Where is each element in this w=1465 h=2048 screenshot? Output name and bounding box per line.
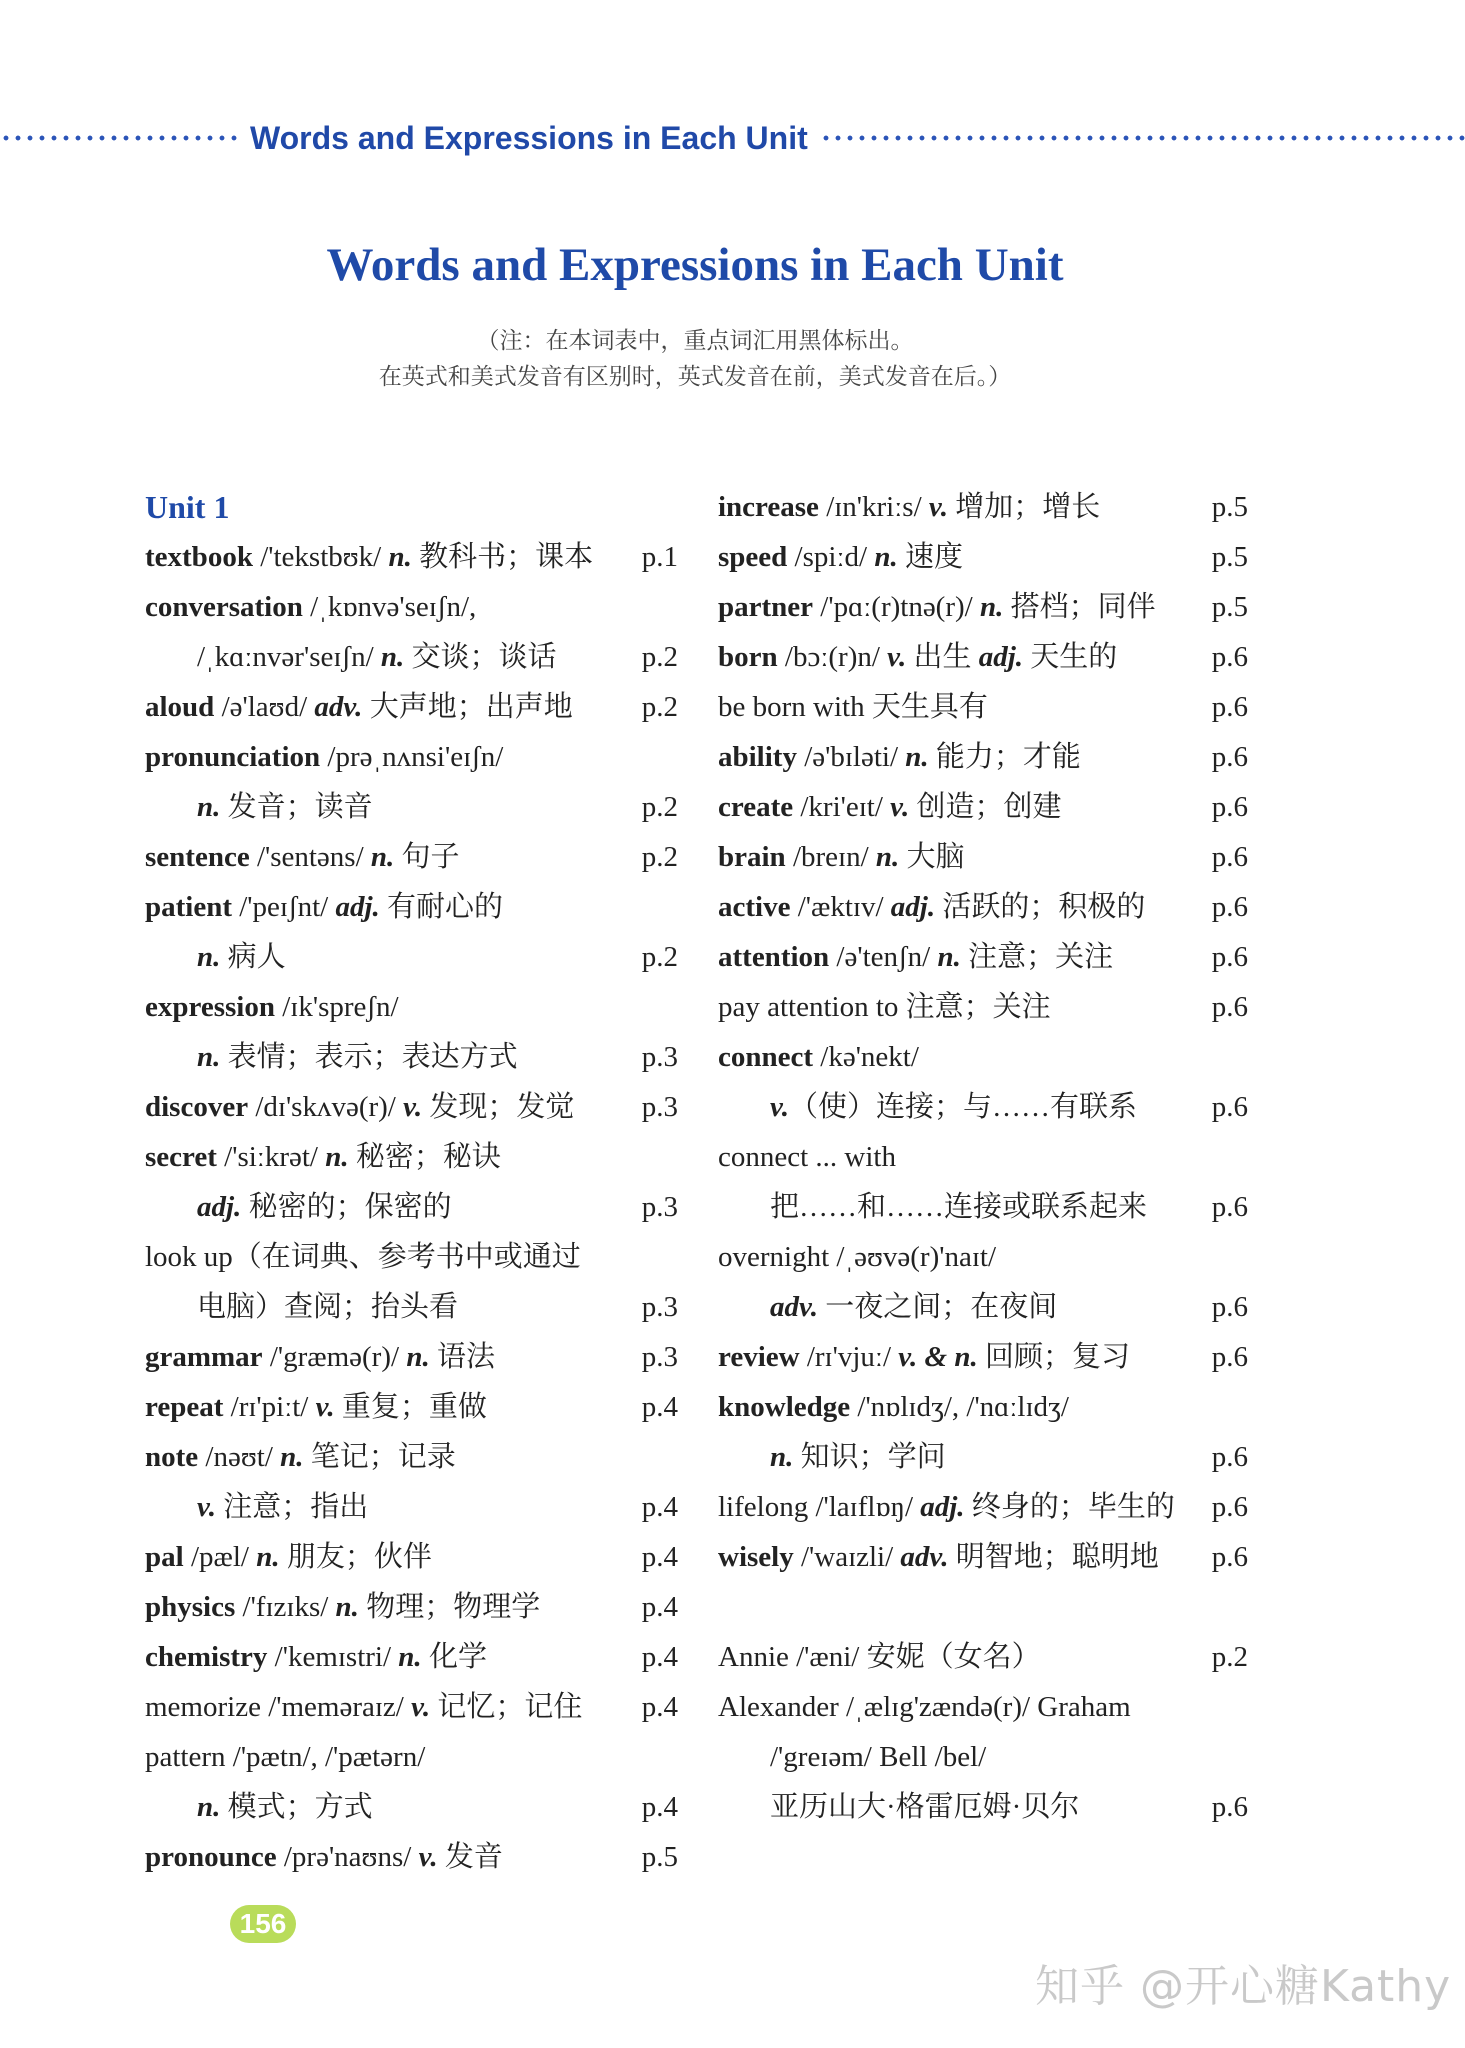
definition: 句子 bbox=[394, 841, 460, 873]
part-of-speech: n. bbox=[197, 941, 221, 973]
phonetic-text: /'sentəns/ bbox=[249, 841, 371, 873]
phonetic-text: /ə'bɪləti/ bbox=[796, 741, 906, 773]
definition: 模式；方式 bbox=[220, 1791, 373, 1823]
part-of-speech: n. bbox=[905, 741, 929, 773]
part-of-speech: v. bbox=[411, 1691, 431, 1723]
phonetic-text: /rɪ'vjuː/ bbox=[799, 1341, 899, 1373]
vocab-entry bbox=[145, 982, 675, 1032]
page-reference: p.6 bbox=[1211, 941, 1248, 973]
definition: 出生 bbox=[906, 641, 979, 673]
page-reference: p.6 bbox=[1211, 791, 1248, 823]
phonetic-text: /prəˌnʌnsi'eɪʃn/ bbox=[320, 741, 504, 773]
phonetic-text: Alexander /ˌælɪg'zændə(r)/ Graham bbox=[718, 1691, 1131, 1723]
headword: physics bbox=[145, 1591, 236, 1623]
unit-heading: Unit 1 bbox=[145, 489, 230, 525]
headword: aloud bbox=[145, 691, 215, 723]
page-reference: p.3 bbox=[641, 1291, 678, 1323]
page-reference: p.6 bbox=[1211, 1191, 1248, 1223]
vocab-entry bbox=[145, 1282, 678, 1332]
vocab-entry bbox=[145, 1682, 678, 1732]
part-of-speech: n. bbox=[979, 591, 1004, 623]
part-of-speech: n. bbox=[256, 1541, 280, 1573]
definition: 能力；才能 bbox=[928, 741, 1081, 773]
part-of-speech: n. bbox=[874, 541, 898, 573]
vocab-entry bbox=[718, 782, 1248, 832]
page-title: Words and Expressions in Each Unit bbox=[326, 239, 1064, 291]
headword: secret bbox=[145, 1141, 217, 1173]
definition: 创造；创建 bbox=[909, 791, 1062, 823]
page-reference: p.2 bbox=[641, 641, 678, 673]
phonetic-text: /'pɑː(r)tnə(r)/ bbox=[813, 591, 980, 623]
headword: pronunciation bbox=[145, 741, 321, 773]
part-of-speech: v. bbox=[418, 1841, 438, 1873]
page-reference: p.1 bbox=[641, 541, 678, 573]
phonetic-text: 亚历山大·格雷厄姆·贝尔 bbox=[770, 1791, 1080, 1823]
page-reference: p.4 bbox=[641, 1491, 678, 1523]
vocab-entry bbox=[145, 1432, 675, 1482]
phonetic-text: pattern /'pætn/, /'pætərn/ bbox=[145, 1741, 426, 1773]
page-reference: p.3 bbox=[641, 1091, 678, 1123]
vocab-entry bbox=[718, 1082, 1248, 1132]
definition: 笔记；记录 bbox=[303, 1441, 456, 1473]
vocab-entry bbox=[718, 582, 1248, 632]
headword: increase bbox=[718, 491, 819, 523]
vocab-entry bbox=[718, 982, 1248, 1032]
definition: 增加；增长 bbox=[947, 491, 1101, 523]
headword: brain bbox=[718, 841, 786, 873]
part-of-speech: v. bbox=[887, 641, 907, 673]
part-of-speech: n. bbox=[770, 1441, 794, 1473]
headword: speed bbox=[718, 541, 788, 573]
part-of-speech: adv. bbox=[314, 691, 363, 723]
phonetic-text: /'peɪʃnt/ bbox=[232, 891, 336, 923]
page-reference: p.6 bbox=[1211, 1791, 1248, 1823]
phonetic-text: /prə'naʊns/ bbox=[276, 1841, 419, 1873]
vocab-entry bbox=[145, 1832, 678, 1882]
page-reference: p.5 bbox=[1211, 541, 1248, 573]
phonetic-text: /dɪ'skʌvə(r)/ bbox=[248, 1091, 404, 1123]
part-of-speech: v. bbox=[403, 1091, 423, 1123]
definition: 交谈；谈话 bbox=[404, 641, 557, 673]
vocab-entry bbox=[145, 1032, 678, 1082]
vocab-entry bbox=[718, 882, 1248, 932]
part-of-speech: adj. bbox=[890, 891, 936, 923]
page-reference: p.6 bbox=[1211, 1091, 1248, 1123]
vocab-entry bbox=[718, 1782, 1248, 1832]
vocab-entry bbox=[718, 682, 1248, 732]
page-reference: p.2 bbox=[1211, 1641, 1248, 1673]
part-of-speech: n. bbox=[406, 1341, 430, 1373]
vocab-entry bbox=[145, 1532, 678, 1582]
vocab-entry bbox=[145, 1382, 678, 1432]
definition: 知识；学问 bbox=[793, 1441, 946, 1473]
headword: review bbox=[718, 1341, 800, 1373]
page-reference: p.3 bbox=[641, 1041, 678, 1073]
vocab-entry bbox=[718, 1532, 1248, 1582]
phonetic-text: /rɪ'piːt/ bbox=[223, 1391, 316, 1423]
part-of-speech: n. bbox=[398, 1641, 422, 1673]
dotted-rule-right bbox=[820, 135, 1465, 141]
phonetic-text: /bɔː(r)n/ bbox=[777, 641, 888, 673]
headword: conversation bbox=[145, 591, 303, 623]
headword: wisely bbox=[718, 1541, 794, 1573]
headword: attention bbox=[718, 941, 830, 973]
left-column bbox=[145, 482, 678, 1882]
phonetic-text: /ˌkɒnvə'seɪʃn/, bbox=[302, 591, 477, 623]
page-reference: p.3 bbox=[641, 1341, 678, 1373]
vocab-entry bbox=[145, 1782, 678, 1832]
headword: create bbox=[718, 791, 794, 823]
phonetic-text: Annie /'æni/ 安妮（女名） bbox=[718, 1641, 1041, 1673]
headword: active bbox=[718, 891, 791, 923]
vocab-entry bbox=[718, 1632, 1248, 1682]
vocab-entry bbox=[145, 1082, 678, 1132]
vocab-entry bbox=[145, 1632, 678, 1682]
definition: 发现；发觉 bbox=[422, 1091, 575, 1123]
page-reference: p.6 bbox=[1211, 1291, 1248, 1323]
page-reference: p.6 bbox=[1211, 1441, 1248, 1473]
definition: 大声地；出声地 bbox=[362, 691, 573, 723]
headword: pal bbox=[145, 1541, 184, 1573]
definition: 速度 bbox=[897, 541, 963, 573]
phonetic-text: /kri'eɪt/ bbox=[793, 791, 891, 823]
definition: 教科书；课本 bbox=[411, 541, 594, 573]
spacer bbox=[718, 1582, 1248, 1632]
page-reference: p.3 bbox=[641, 1191, 678, 1223]
vocab-entry bbox=[145, 882, 675, 932]
part-of-speech: adv. bbox=[770, 1291, 819, 1323]
headword: repeat bbox=[145, 1391, 224, 1423]
part-of-speech: n. bbox=[937, 941, 961, 973]
vocab-entry bbox=[145, 1182, 678, 1232]
page-reference: p.4 bbox=[641, 1641, 678, 1673]
definition: 重复；重做 bbox=[334, 1391, 487, 1423]
vocab-entry bbox=[718, 1732, 1248, 1782]
page-reference: p.2 bbox=[641, 841, 678, 873]
vocab-entry bbox=[145, 832, 678, 882]
phonetic-text: /spiːd/ bbox=[787, 541, 875, 573]
page-reference: p.6 bbox=[1211, 641, 1248, 673]
headword: partner bbox=[718, 591, 814, 623]
vocab-entry bbox=[145, 1132, 675, 1182]
part-of-speech: n. bbox=[875, 841, 900, 873]
headword: chemistry bbox=[145, 1641, 268, 1673]
definition: 一夜之间；在夜间 bbox=[818, 1291, 1058, 1323]
vocab-entry bbox=[718, 1282, 1248, 1332]
phonetic-text: /ə'laʊd/ bbox=[214, 691, 315, 723]
vocab-entry bbox=[145, 1332, 678, 1382]
phonetic-text: memorize /'meməraɪz/ bbox=[145, 1691, 412, 1723]
vocab-entry bbox=[718, 1432, 1248, 1482]
vocab-entry bbox=[718, 1332, 1248, 1382]
phonetic-text: /'tekstbʊk/ bbox=[252, 541, 389, 573]
part-of-speech: n. bbox=[370, 841, 395, 873]
vocab-entry bbox=[145, 782, 678, 832]
vocab-entry bbox=[145, 1582, 678, 1632]
phonetic-text: /'græmə(r)/ bbox=[262, 1341, 407, 1373]
headword: knowledge bbox=[718, 1391, 851, 1423]
part-of-speech: v. bbox=[197, 1491, 217, 1523]
vocab-entry bbox=[145, 732, 675, 782]
headword: patient bbox=[145, 891, 232, 923]
phonetic-text: overnight /ˌəʊvə(r)'naɪt/ bbox=[718, 1241, 997, 1273]
part-of-speech: v. & n. bbox=[898, 1341, 978, 1373]
part-of-speech: v. bbox=[770, 1091, 790, 1123]
headword: expression bbox=[145, 991, 275, 1023]
part-of-speech: adj. bbox=[978, 641, 1024, 673]
vocab-entry bbox=[145, 532, 678, 582]
vocab-entry bbox=[718, 1032, 1248, 1082]
vocab-entry bbox=[718, 532, 1248, 582]
note-line-1: （注：在本词表中，重点词汇用黑体标出。 bbox=[476, 328, 914, 353]
headword: connect bbox=[718, 1041, 814, 1073]
vocab-entry bbox=[718, 1382, 1248, 1432]
page-reference: p.2 bbox=[641, 791, 678, 823]
headword: grammar bbox=[145, 1341, 263, 1373]
definition: 记忆；记住 bbox=[430, 1691, 583, 1723]
page-reference: p.6 bbox=[1211, 991, 1248, 1023]
definition: 搭档；同伴 bbox=[1003, 591, 1156, 623]
phonetic-text: /pæl/ bbox=[183, 1541, 257, 1573]
phonetic-text: 把……和……连接或联系起来 bbox=[770, 1191, 1148, 1223]
definition: 发音；读音 bbox=[220, 791, 373, 823]
page-reference: p.4 bbox=[641, 1541, 678, 1573]
page-reference: p.6 bbox=[1211, 1491, 1248, 1523]
part-of-speech: n. bbox=[197, 1041, 221, 1073]
part-of-speech: adj. bbox=[197, 1191, 242, 1223]
phonetic-text: /'kemɪstri/ bbox=[267, 1641, 399, 1673]
definition: 天生的 bbox=[1023, 641, 1118, 673]
headword: note bbox=[145, 1441, 199, 1473]
vocab-entry bbox=[718, 1232, 1248, 1282]
vocab-entry bbox=[145, 632, 678, 682]
definition: 秘密的；保密的 bbox=[241, 1191, 452, 1223]
phonetic-text: be born with 天生具有 bbox=[718, 691, 988, 723]
note-line-2: 在英式和美式发音有区别时，英式发音在前，美式发音在后。） bbox=[378, 364, 1012, 389]
vocab-entry bbox=[718, 1132, 1248, 1182]
phonetic-text: /'waɪzli/ bbox=[793, 1541, 901, 1573]
headword: textbook bbox=[145, 541, 253, 573]
headword: born bbox=[718, 641, 778, 673]
part-of-speech: n. bbox=[325, 1141, 349, 1173]
headword: ability bbox=[718, 741, 797, 773]
vocab-entry bbox=[145, 1732, 675, 1782]
vocab-entry bbox=[718, 932, 1248, 982]
part-of-speech: n. bbox=[197, 1791, 221, 1823]
definition: 注意；指出 bbox=[216, 1491, 369, 1523]
page-reference: p.4 bbox=[641, 1391, 678, 1423]
definition: 病人 bbox=[220, 941, 286, 973]
definition: 注意；关注 bbox=[960, 941, 1114, 973]
page-reference: p.2 bbox=[641, 691, 678, 723]
definition: 明智地；聪明地 bbox=[948, 1541, 1159, 1573]
phonetic-text: /ɪk'spreʃn/ bbox=[274, 991, 399, 1023]
phonetic-text: /'æktɪv/ bbox=[790, 891, 891, 923]
phonetic-text: /'fɪzɪks/ bbox=[235, 1591, 336, 1623]
part-of-speech: n. bbox=[197, 791, 221, 823]
phonetic-text: /ə'tenʃn/ bbox=[829, 941, 938, 973]
phonetic-text: /'nɒlɪdʒ/, /'nɑːlɪdʒ/ bbox=[850, 1391, 1069, 1423]
page-reference: p.6 bbox=[1211, 1541, 1248, 1573]
definition: 物理；物理学 bbox=[358, 1591, 541, 1623]
phonetic-text: /'siːkrət/ bbox=[216, 1141, 326, 1173]
vocab-entry bbox=[718, 832, 1248, 882]
vocab-entry bbox=[145, 1232, 675, 1282]
part-of-speech: v. bbox=[315, 1391, 335, 1423]
phonetic-text: /'greɪəm/ Bell /bel/ bbox=[770, 1741, 987, 1773]
phonetic-text: /breɪn/ bbox=[785, 841, 876, 873]
definition: 表情；表示；表达方式 bbox=[220, 1041, 518, 1073]
page-reference: p.6 bbox=[1211, 891, 1248, 923]
page-reference: p.6 bbox=[1211, 741, 1248, 773]
phonetic-text: look up（在词典、参考书中或通过 bbox=[145, 1241, 581, 1273]
vocab-entry bbox=[718, 482, 1248, 532]
part-of-speech: n. bbox=[280, 1441, 304, 1473]
vocab-entry bbox=[718, 732, 1248, 782]
definition: 活跃的；积极的 bbox=[935, 891, 1146, 923]
part-of-speech: adv. bbox=[900, 1541, 949, 1573]
page-reference: p.6 bbox=[1211, 1341, 1248, 1373]
definition: （使）连接；与……有联系 bbox=[789, 1091, 1138, 1123]
vocab-entry bbox=[718, 632, 1248, 682]
part-of-speech: n. bbox=[335, 1591, 359, 1623]
part-of-speech: v. bbox=[890, 791, 910, 823]
vocab-entry bbox=[718, 1182, 1248, 1232]
right-column bbox=[718, 482, 1248, 1832]
vocab-entry bbox=[145, 1482, 678, 1532]
phonetic-text: connect ... with bbox=[718, 1141, 896, 1173]
part-of-speech: adj. bbox=[335, 891, 380, 923]
headword: discover bbox=[145, 1091, 249, 1123]
part-of-speech: n. bbox=[388, 541, 412, 573]
part-of-speech: v. bbox=[928, 491, 948, 523]
phonetic-text: /ɪn'kriːs/ bbox=[818, 491, 929, 523]
phonetic-text: /ˌkɑːnvər'seɪʃn/ bbox=[197, 641, 381, 673]
vocab-entry bbox=[718, 1482, 1248, 1532]
headword: pronounce bbox=[145, 1841, 277, 1873]
definition: 回顾；复习 bbox=[977, 1341, 1131, 1373]
phonetic-text: /kə'nekt/ bbox=[813, 1041, 919, 1073]
running-header-title: Words and Expressions in Each Unit bbox=[250, 119, 808, 156]
vocab-entry bbox=[145, 582, 675, 632]
page-reference: p.4 bbox=[641, 1791, 678, 1823]
part-of-speech: n. bbox=[380, 641, 405, 673]
page-reference: p.5 bbox=[641, 1841, 678, 1873]
phonetic-text: /nəʊt/ bbox=[198, 1441, 281, 1473]
page-reference: p.2 bbox=[641, 941, 678, 973]
definition: 化学 bbox=[421, 1641, 487, 1673]
page-reference: p.6 bbox=[1211, 841, 1248, 873]
page-reference: p.4 bbox=[641, 1691, 678, 1723]
watermark: 知乎 @开心糖Kathy bbox=[1035, 1961, 1452, 2012]
page-reference: p.4 bbox=[641, 1591, 678, 1623]
dotted-rule-left bbox=[0, 135, 238, 141]
definition: 有耐心的 bbox=[379, 891, 504, 923]
vocab-entry bbox=[145, 932, 678, 982]
definition: 发音 bbox=[437, 1841, 503, 1873]
page-reference: p.6 bbox=[1211, 691, 1248, 723]
phonetic-text: pay attention to 注意；关注 bbox=[718, 991, 1051, 1023]
definition: 大脑 bbox=[899, 841, 965, 873]
definition: 秘密；秘诀 bbox=[348, 1141, 501, 1173]
phonetic-text: 电脑）查阅；抬头看 bbox=[197, 1291, 459, 1323]
phonetic-text: lifelong /'laɪflɒŋ/ bbox=[718, 1491, 921, 1523]
headword: sentence bbox=[145, 841, 250, 873]
part-of-speech: adj. bbox=[920, 1491, 965, 1523]
vocab-entry bbox=[718, 1682, 1248, 1732]
running-header bbox=[0, 118, 1465, 158]
vocab-entry bbox=[145, 682, 678, 732]
page-reference: p.5 bbox=[1211, 591, 1248, 623]
page-number-badge: 156 bbox=[230, 1905, 296, 1943]
definition: 语法 bbox=[429, 1341, 495, 1373]
page-reference: p.5 bbox=[1211, 491, 1248, 523]
definition: 终身的；毕生的 bbox=[964, 1491, 1175, 1523]
definition: 朋友；伙伴 bbox=[279, 1541, 432, 1573]
